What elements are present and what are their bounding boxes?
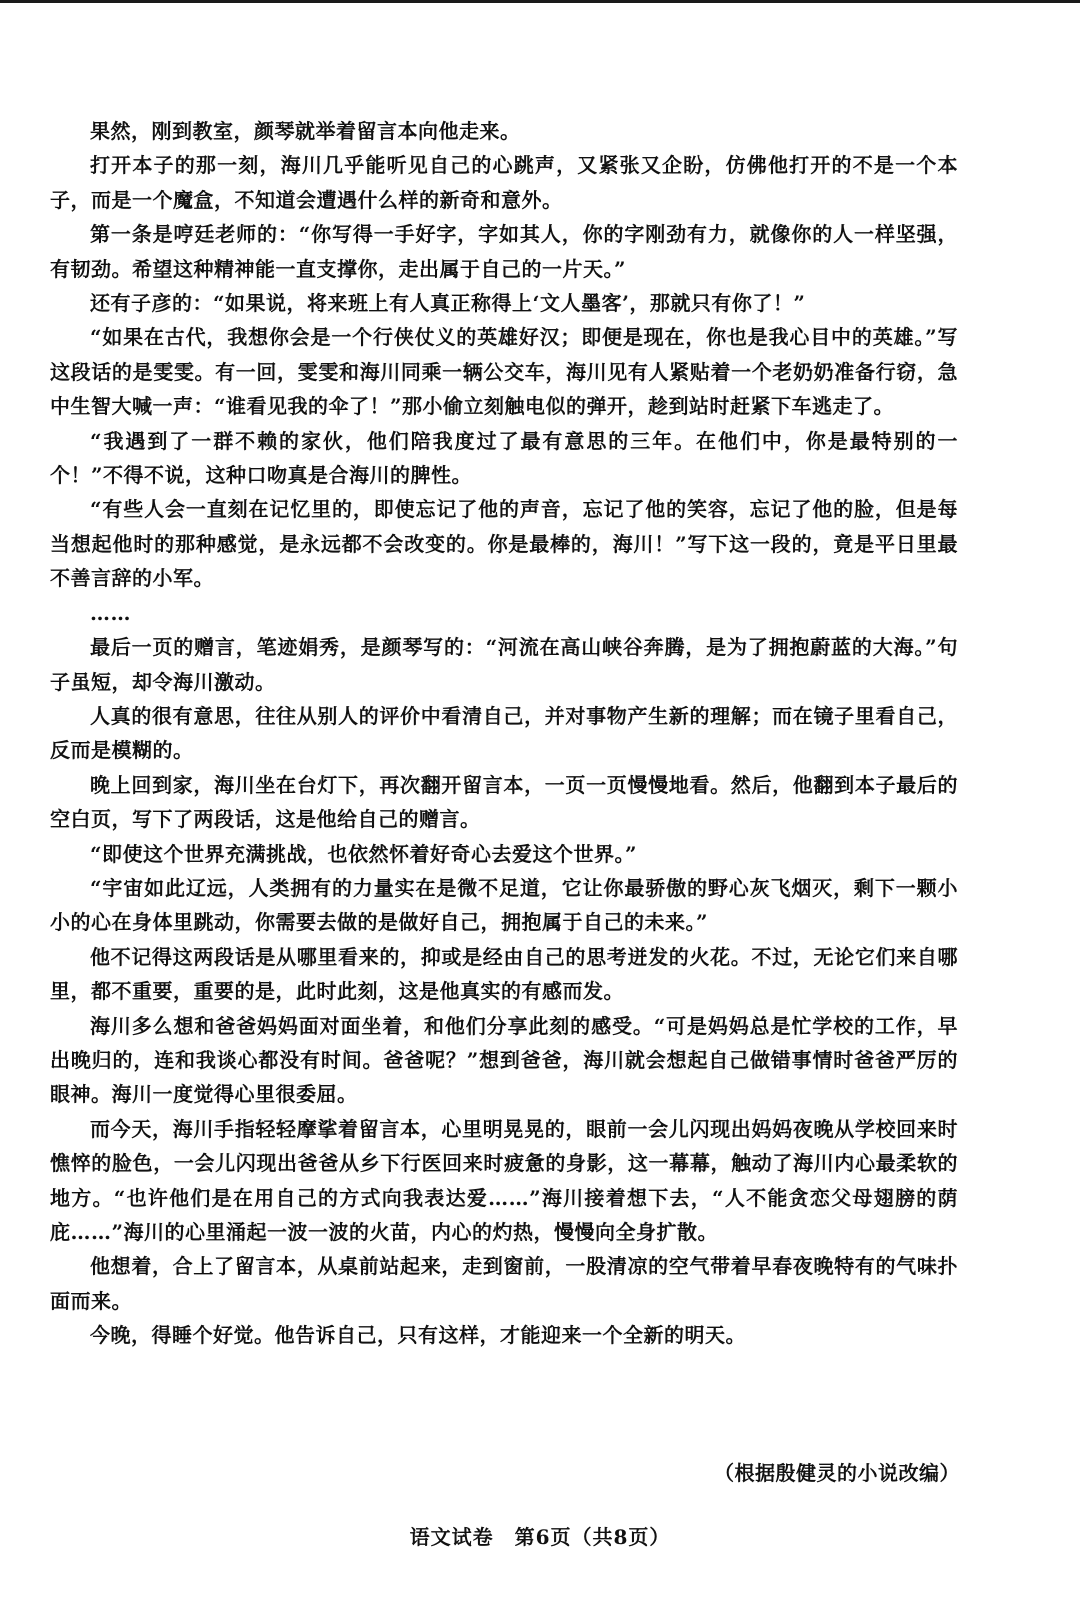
paragraph-16: 而今天，海川手指轻轻摩挲着留言本，心里明晃晃的，眼前一会儿闪现出妈妈夜晚从学校回来时憔悴的脸色，一会儿闪现出爸爸从乡下行医回来时疲惫的身影，这一幕幕，触动了海川内心最柔软的地方。“也许他们是在用自己的方式向我表达爱……”海川接着想下去，“人不能贪恋父母翅膀的荫庇……”海川的心里涌起一波一波的火苗，内心的灼热，慢慢向全身扩散。	[50, 1116, 958, 1244]
paragraph-7: “有些人会一直刻在记忆里的，即使忘记了他的声音，忘记了他的笑容，忘记了他的脸，但是每当想起他时的那种感觉，是永远都不会改变的。你是最棒的，海川！”写下这一段的，竟是平日里最不善言辞的小军。	[50, 497, 958, 591]
paragraph-14: 他不记得这两段话是从哪里看来的，抑或是经由自己的思考迸发的火花。不过，无论它们来自哪里，都不重要，重要的是，此时此刻，这是他真实的有感而发。	[50, 944, 958, 1004]
paragraph-1: 果然，刚到教室，颜琴就举着留言本向他走来。	[90, 119, 521, 143]
paragraph-12: “即使这个世界充满挑战，也依然怀着好奇心去爱这个世界。”	[90, 841, 638, 866]
paragraph-11: 晚上回到家，海川坐在台灯下，再次翻开留言本，一页一页慢慢地看。然后，他翻到本子最后的空白页，写下了两段话，这是他给自己的赠言。	[50, 772, 958, 832]
paragraph-17: 他想着，合上了留言本，从桌前站起来，走到窗前，一股清凉的空气带着早春夜晚特有的气味扑面而来。	[50, 1254, 958, 1313]
paragraph-3: 第一条是哼廷老师的：“你写得一手好字，字如其人，你的字刚劲有力，就像你的人一样坚强，有韧劲。希望这种精神能一直支撑你，走出属于自己的一片天。”	[50, 222, 958, 281]
page-footer: 语文试卷 第6页（共8页）	[409, 1525, 671, 1549]
paragraph-5: “如果在古代，我想你会是一个行侠仗义的英雄好汉；即便是现在，你也是我心目中的英雄。”写这段话的是雯雯。有一回，雯雯和海川同乘一辆公交车，海川见有人紧贴着一个老奶奶准备行窃，急中生智大喊一声：“谁看见我的伞了！”那小偷立刻触电似的弹开，趁到站时赶紧下车逃走了。	[50, 325, 958, 419]
paragraph-4: 还有子彦的：“如果说，将来班上有人真正称得上‘文人墨客’，那就只有你了！”	[90, 291, 806, 316]
source-attribution: （根据殷健灵的小说改编）	[714, 1461, 960, 1485]
paragraph-2: 打开本子的那一刻，海川几乎能听见自己的心跳声，又紧张又企盼，仿佛他打开的不是一个本子，而是一个魔盒，不知道会遭遇什么样的新奇和意外。	[50, 153, 958, 212]
paragraph-18: 今晚，得睡个好觉。他告诉自己，只有这样，才能迎来一个全新的明天。	[90, 1323, 746, 1348]
article-body	[50, 114, 958, 1353]
paragraph-15: 海川多么想和爸爸妈妈面对面坐着，和他们分享此刻的感受。“可是妈妈总是忙学校的工作，早出晚归的，连和我谈心都没有时间。爸爸呢？”想到爸爸，海川就会想起自己做错事情时爸爸严厉的眼神。海川一度觉得心里很委屈。	[50, 1013, 958, 1107]
paragraph-9: 最后一页的赠言，笔迹娟秀，是颜琴写的：“河流在高山峡谷奔腾，是为了拥抱蔚蓝的大海。”句子虽短，却令海川激动。	[50, 635, 958, 694]
paragraph-10: 人真的很有意思，往往从别人的评价中看清自己，并对事物产生新的理解；而在镜子里看自己，反而是模糊的。	[50, 703, 958, 763]
paragraph-6: “我遇到了一群不赖的家伙，他们陪我度过了最有意思的三年。在他们中，你是最特别的一个！”不得不说，这种口吻真是合海川的脾性。	[50, 428, 958, 488]
paragraph-13: “宇宙如此辽远，人类拥有的力量实在是微不足道，它让你最骄傲的野心灰飞烟灭，剩下一颗小小的心在身体里跳动，你需要去做的是做好自己，拥抱属于自己的未来。”	[50, 875, 958, 935]
page-top-border	[0, 0, 1080, 3]
paragraph-ellipsis: ……	[90, 600, 131, 625]
